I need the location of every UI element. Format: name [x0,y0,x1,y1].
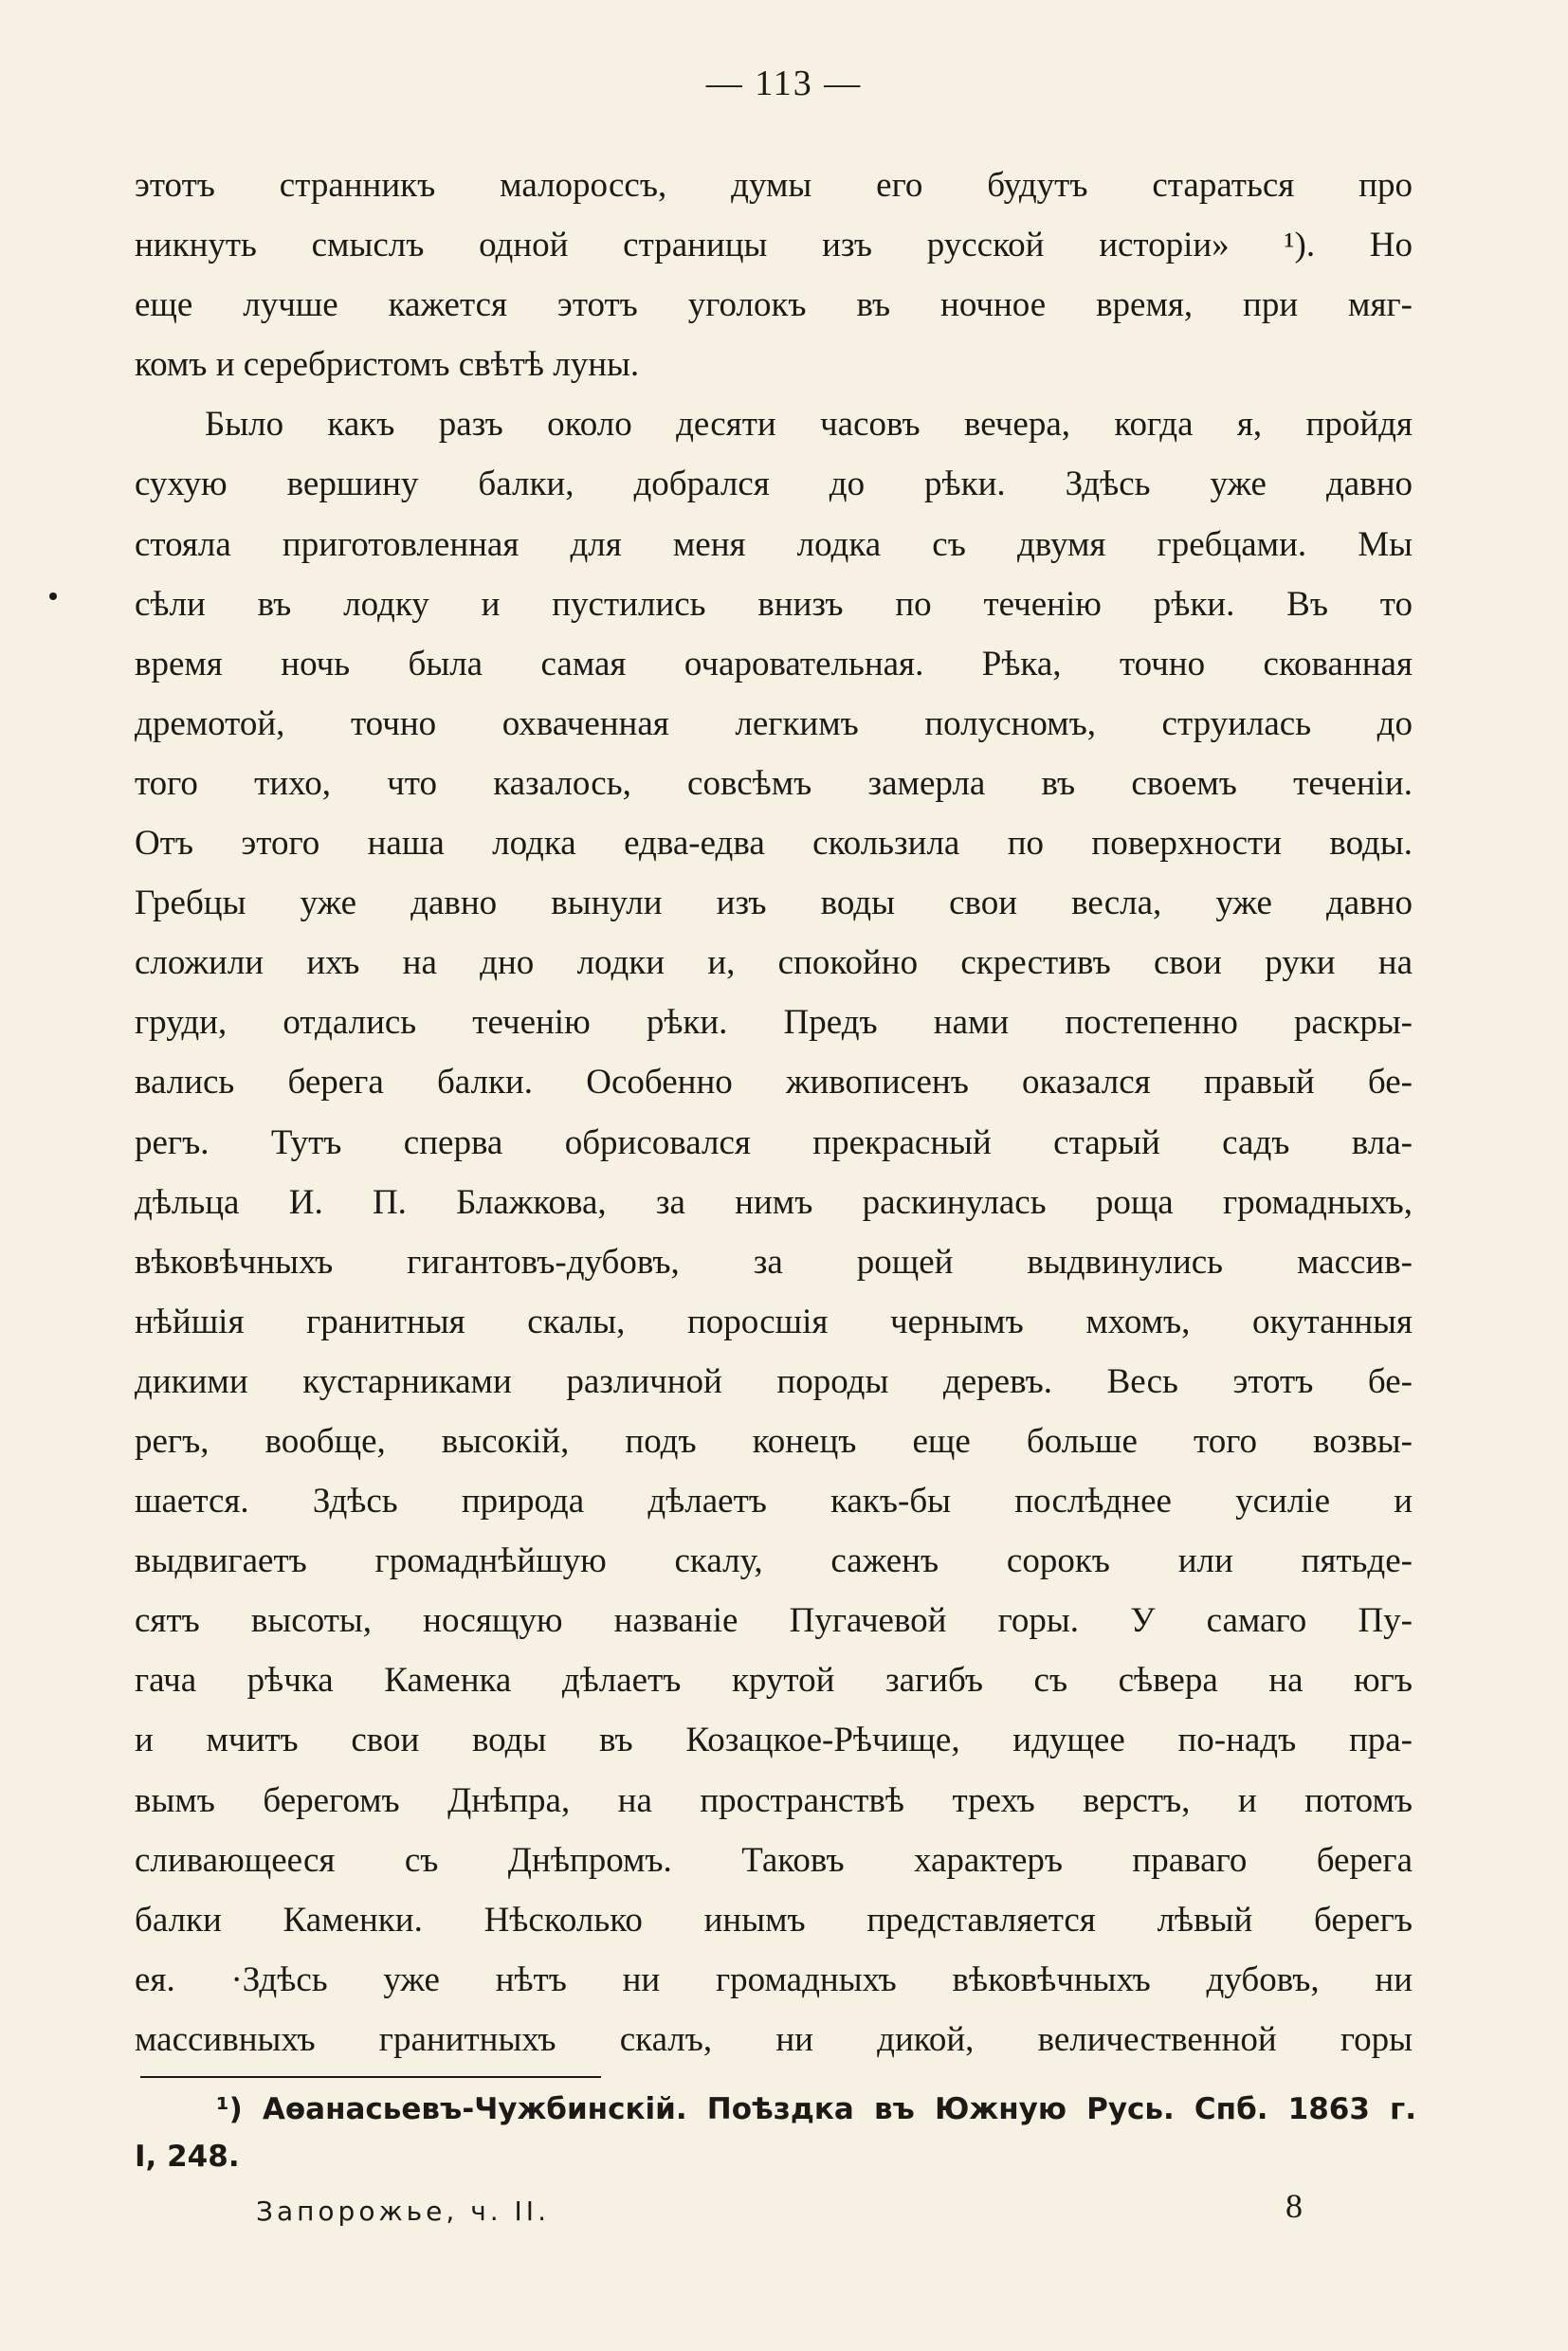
text-line: шается. Здѣсь природа дѣлаетъ какъ-бы послѣднее усиліе и [135,1482,1413,1522]
text-line: сложили ихъ на дно лодки и, спокойно скрестивъ свои руки на [135,943,1413,983]
text-line: вѣковѣчныхъ гигантовъ-дубовъ, за рощей выдвинулись массив- [135,1242,1413,1282]
sheet-number: 8 [1285,2187,1303,2225]
text-line: вымъ берегомъ Днѣпра, на пространствѣ трехъ верстъ, и потомъ [135,1780,1413,1820]
text-line: ея. ·Здѣсь уже нѣтъ ни громадныхъ вѣковѣчныхъ дубовъ, ни [135,1959,1413,1999]
text-line: массивныхъ гранитныхъ скалъ, ни дикой, величественной горы [135,2019,1413,2059]
text-line: Отъ этого наша лодка едва-едва скользила по поверхности воды. [135,824,1413,864]
text-line: никнуть смыслъ одной страницы изъ русской исторіи» ¹). Но [135,226,1413,265]
footnote [135,2086,1416,2180]
text-line: сливающееся съ Днѣпромъ. Таковъ характеръ праваго берега [135,1840,1413,1880]
page-number: — 113 — [705,64,863,103]
text-line: балки Каменки. Нѣсколько инымъ представляется лѣвый берегъ [135,1900,1413,1940]
text-line: выдвигаетъ громаднѣйшую скалу, саженъ сорокъ или пятьде- [135,1541,1413,1581]
text-line: стояла приготовленная для меня лодка съ двумя гребцами. Мы [135,524,1413,564]
text-line: груди, отдались теченію рѣки. Предъ нами постепенно раскры- [135,1003,1413,1043]
text-line: сятъ высоты, носящую названіе Пугачевой горы. У самаго Пу- [135,1601,1413,1641]
text-line: дикими кустарниками различной породы деревъ. Весь этотъ бе- [135,1361,1413,1401]
text-line: регъ. Тутъ сперва обрисовался прекрасный старый садъ вла- [135,1122,1413,1162]
footnote-divider [140,2076,601,2078]
text-line: регъ, вообще, высокій, подъ конецъ еще больше того возвы- [135,1421,1413,1461]
text-line: того тихо, что казалось, совсѣмъ замерла въ своемъ теченіи. [135,763,1413,803]
footnote-line: ¹) Аѳанасьевъ-Чужбинскій. Поѣздка въ Южную Русь. Спб. 1863 г. [216,2092,1416,2126]
text-line: этотъ странникъ малороссъ, думы его будутъ стараться про [135,166,1413,205]
text-line: еще лучше кажется этотъ уголокъ въ ночное время, при мяг- [135,285,1413,325]
text-line: Гребцы уже давно вынули изъ воды свои весла, уже давно [135,884,1413,923]
margin-mark [49,592,57,600]
footnote-line: I, 248. [135,2140,240,2174]
text-line: сухую вершину балки, добрался до рѣки. Здѣсь уже давно [135,465,1413,504]
text-line: нѣйшія гранитныя скалы, поросшія чернымъ мхомъ, окутанныя [135,1302,1413,1341]
text-line: гача рѣчка Каменка дѣлаетъ крутой загибъ съ сѣвера на югъ [135,1661,1413,1701]
signature-mark: Запорожье, ч. II. [256,2196,550,2227]
text-line: сѣли въ лодку и пустились внизъ по теченію рѣки. Въ то [135,584,1413,624]
text-line: дремотой, точно охваченная легкимъ полусномъ, струилась до [135,703,1413,743]
text-line: время ночь была самая очаровательная. Рѣка, точно скованная [135,644,1413,683]
text-line: дѣльца И. П. Блажкова, за нимъ раскинулась роща громадныхъ, [135,1182,1413,1222]
text-line: Было какъ разъ около десяти часовъ вечера, когда я, пройдя [205,405,1413,445]
text-line: вались берега балки. Особенно живописенъ оказался правый бе- [135,1063,1413,1103]
body-text [135,155,1413,2069]
text-line: комъ и серебристомъ свѣтѣ луны. [135,345,640,385]
text-line: и мчитъ свои воды въ Козацкое-Рѣчище, идущее по-надъ пра- [135,1721,1413,1760]
